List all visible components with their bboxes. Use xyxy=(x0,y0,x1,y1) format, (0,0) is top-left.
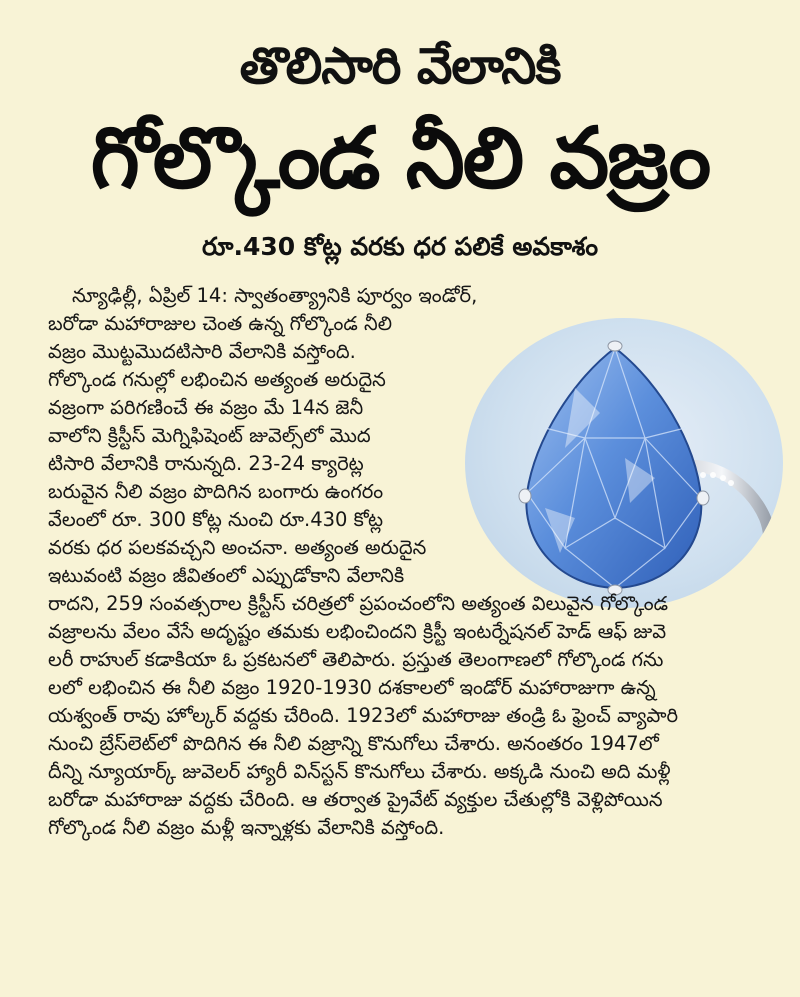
body-line: వరకు ధర పలకవచ్చని అంచనా. అత్యంత అరుదైన xyxy=(48,536,427,559)
kicker-headline: తొలిసారి వేలానికి xyxy=(239,37,561,95)
body-line: ఇటువంటి వజ్రం జీవితంలో ఎప్పుడోకాని వేలానికి xyxy=(48,564,405,587)
body-line: వేలంలో రూ. 300 కోట్ల నుంచి రూ.430 కోట్ల xyxy=(48,508,384,531)
body-line: లలో లభించిన ఈ నీలి వజ్రం 1920-1930 దశకాలలో ఇండోర్ మహారాజుగా ఉన్న xyxy=(48,676,656,699)
body-line: బరువైన నీలి వజ్రం పొదిగిన బంగారు ఉంగరం xyxy=(48,480,384,503)
body-line: రాదని, 259 సంవత్సరాల క్రిస్టీస్ చరిత్రలో ప్రపంచంలోని అత్యంత విలువైన గోల్కొండ xyxy=(48,592,669,615)
body-line: వాలోని క్రిస్టీస్ మెగ్నిఫిషెంట్ జువెల్స్‌లో మొద xyxy=(48,424,371,447)
body-line: వజ్రంగా పరిగణించే ఈ వజ్రం మే 14న జెనీ xyxy=(48,396,364,419)
body-line: బరోడా మహారాజుల చెంత ఉన్న గోల్కొండ నీలి xyxy=(48,312,392,335)
body-line: యశ్వంత్ రావు హోల్కర్ వద్దకు చేరింది. 1923లో మహారాజు తండ్రి ఓ ఫ్రెంచ్ వ్యాపారి xyxy=(48,704,679,727)
body-line: టిసారి వేలానికి రానున్నది. 23-24 క్యారెట్ల xyxy=(48,452,364,475)
body-line: దీన్ని న్యూయార్క్ జువెలర్ హ్యారీ విన్‌స్టన్ కొనుగోలు చేశారు. అక్కడి నుంచి అది మళ్లీ xyxy=(48,760,671,783)
body-line: గోల్కొండ గనుల్లో లభించిన అత్యంత అరుదైన xyxy=(48,368,386,391)
body-line: వజ్రం మొట్టమొదటిసారి వేలానికి వస్తోంది. xyxy=(48,340,356,363)
body-line: వజ్రాలను వేలం వేసే అదృష్టం తమకు లభించిందని క్రిస్టీ ఇంటర్నేషనల్ హెడ్ ఆఫ్ జువె xyxy=(48,620,667,643)
blue-diamond-ring-icon xyxy=(465,318,783,608)
body-line: లరీ రాహుల్ కడాకియా ఓ ప్రకటనలో తెలిపారు. ప్రస్తుత తెలంగాణలో గోల్కొండ గను xyxy=(48,648,664,671)
body-line: గోల్కొండ నీలి వజ్రం మళ్లీ ఇన్నాళ్లకు వేలానికి వస్తోంది. xyxy=(48,816,445,839)
body-line: న్యూఢిల్లీ, ఏప్రిల్ 14: స్వాతంత్య్రానికి పూర్వం ఇండోర్, xyxy=(72,284,478,307)
main-headline: గోల్కొండ నీలి వజ్రం xyxy=(90,109,710,207)
body-line: బరోడా మహారాజు వద్దకు చేరింది. ఆ తర్వాత ప్రైవేట్ వ్యక్తుల చేతుల్లోకి వెళ్లిపోయిన xyxy=(48,788,663,811)
diamond-ring-photo xyxy=(465,318,783,608)
body-line: నుంచి బ్రేస్‌లెట్‌లో పొదిగిన ఈ నీలి వజ్రాన్ని కొనుగోలు చేశారు. అనంతరం 1947లో xyxy=(48,732,659,755)
subheadline: రూ.430 కోట్ల వరకు ధర పలికే అవకాశం xyxy=(201,232,599,261)
